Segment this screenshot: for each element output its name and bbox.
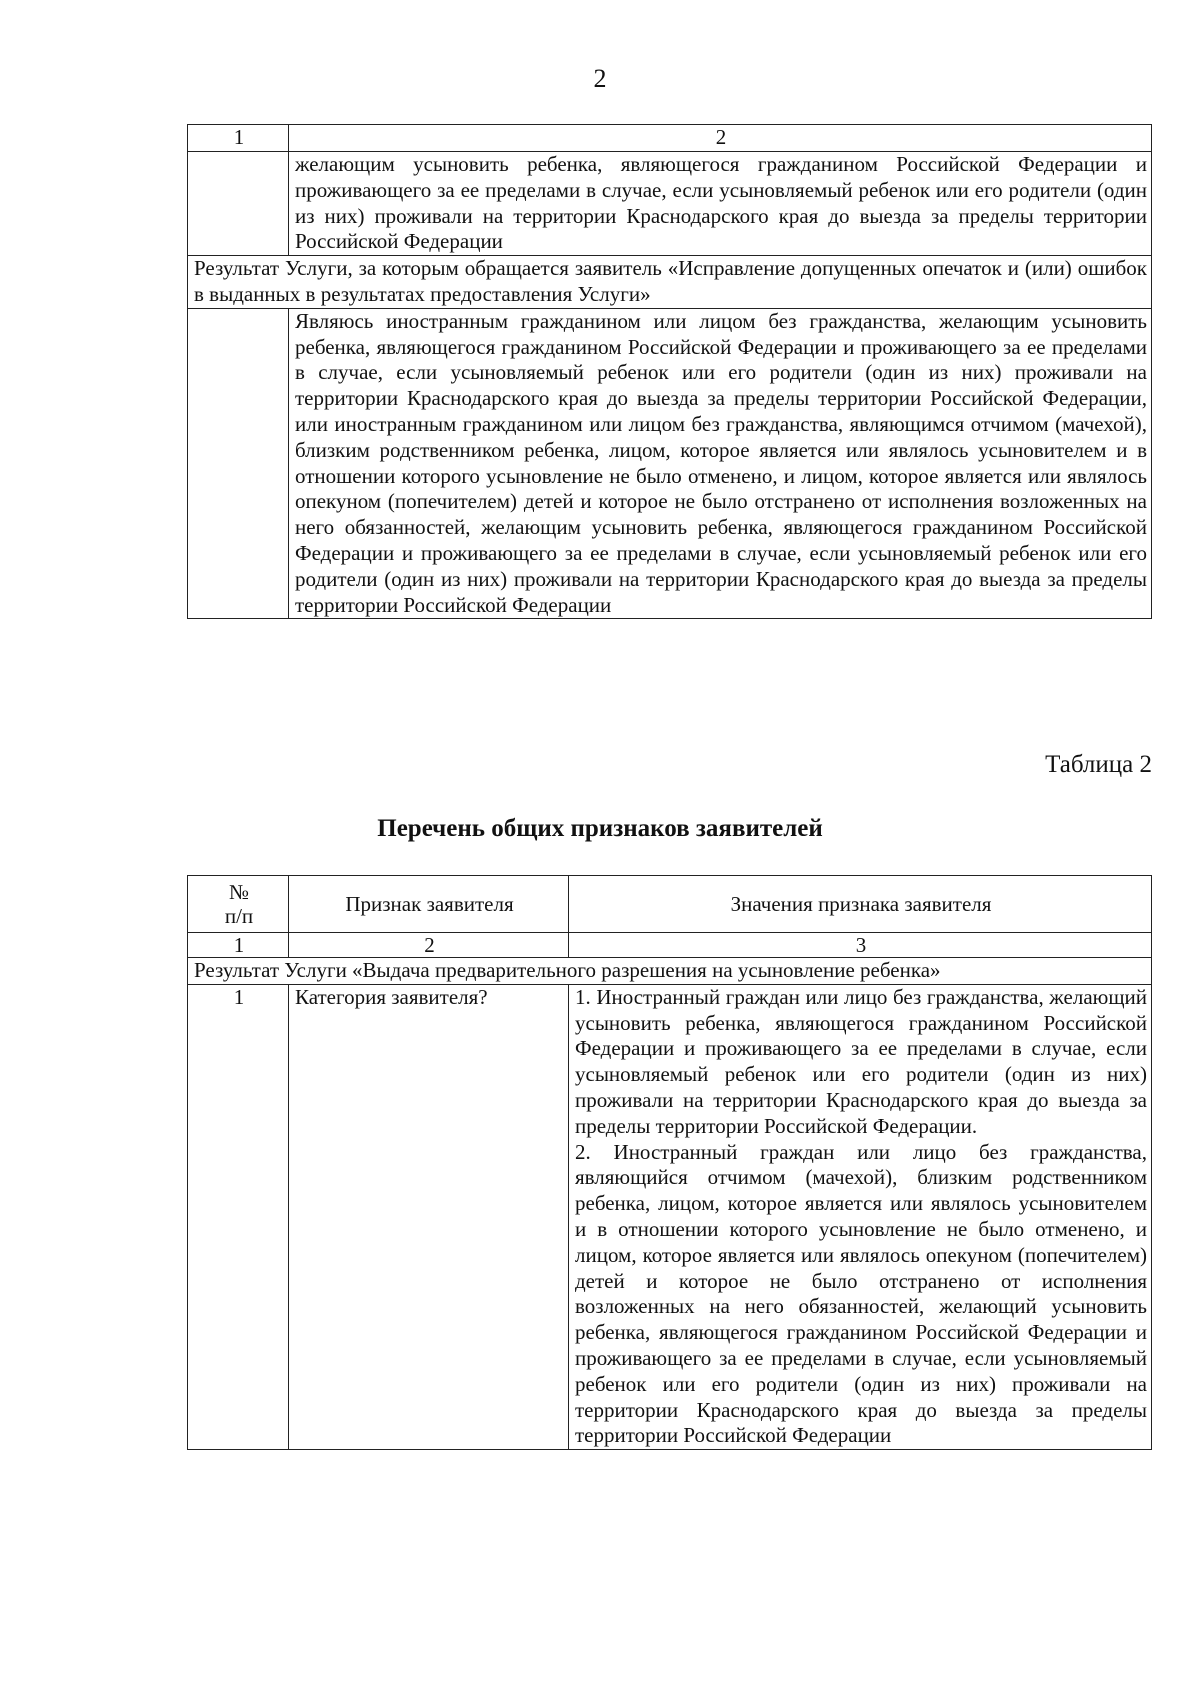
table-header-row — [188, 876, 1152, 933]
column-number-1: 1 — [188, 933, 289, 958]
empty-cell — [188, 152, 289, 256]
header-number-abbr: п/п — [224, 904, 254, 928]
table-header-row — [188, 125, 1152, 152]
column-numbers-row — [188, 933, 1152, 958]
applicant-results-table — [187, 124, 1152, 619]
table-title: Перечень общих признаков заявителей — [377, 815, 823, 842]
column-number-2: 2 — [289, 125, 1152, 152]
header-number-cell — [188, 876, 289, 933]
column-number-1: 1 — [188, 125, 289, 152]
empty-cell — [188, 308, 289, 619]
table-row — [188, 984, 1152, 1449]
header-values-cell: Значения признака заявителя — [569, 876, 1152, 933]
continuation-cell: желающим усыновить ребенка, являющегося гражданином Российской Федерации и проживающего за ее пределами в случае, если усыновляемый ребенок или его родители (один из них) проживали на территории Краснодарского края до выезда за пределы территории Российской Федерации — [289, 152, 1152, 256]
value-item-1: 1. Иностранный граждан или лицо без гражданства, желающий усыновить ребенка, являющегося гражданином Российской Федерации и проживающего за ее пределами в случае, если усыновляемый ребенок или его родители (один из них) проживали на территории Краснодарского края до выезда за пределы территории Российской Федерации. — [575, 984, 1147, 1138]
section-row — [188, 256, 1152, 309]
attribute-cell: Категория заявителя? — [289, 984, 569, 1449]
table-caption: Таблица 2 — [1045, 751, 1152, 778]
column-number-2: 2 — [289, 933, 569, 958]
section-heading-cell: Результат Услуги, за которым обращается заявитель «Исправление допущенных опечаток и (или) ошибок в выданных в результатах предоставления Услуги» — [188, 256, 1152, 309]
header-number-symbol: № — [228, 880, 250, 904]
section-row — [188, 958, 1152, 985]
value-item-2: 2. Иностранный граждан или лицо без гражданства, являющийся отчимом (мачехой), близким родственником ребенка, лицом, которое является или являлось усыновителем и в отношении которого усыновление не было отменено, и лицом, которое является или являлось опекуном (попечителем) детей и которое не было отстранено от исполнения возложенных на него обязанностей, желающий усыновить ребенка, являющегося гражданином Российской Федерации и проживающего за ее пределами в случае, если усыновляемый ребенок или его родители (один из них) проживали на территории Краснодарского края до выезда за пределы территории Российской Федерации — [575, 1139, 1147, 1448]
section-heading-cell: Результат Услуги «Выдача предварительного разрешения на усыновление ребенка» — [188, 958, 1152, 985]
table-row — [188, 308, 1152, 619]
table-row — [188, 152, 1152, 256]
column-number-3: 3 — [569, 933, 1152, 958]
applicant-attributes-table — [187, 875, 1152, 1450]
row-number-cell: 1 — [188, 984, 289, 1449]
page-number: 2 — [593, 64, 607, 93]
header-attribute-cell: Признак заявителя — [289, 876, 569, 933]
values-cell — [569, 984, 1152, 1449]
applicant-description-cell: Являюсь иностранным гражданином или лицом без гражданства, желающим усыновить ребенка, являющегося гражданином Российской Федерации и проживающего за ее пределами в случае, если усыновляемый ребенок или его родители (один из них) проживали на территории Краснодарского края до выезда за пределы территории Российской Федерации, или иностранным гражданином или лицом без гражданства, являющимся отчимом (мачехой), близким родственником ребенка, лицом, которое является или являлось усыновителем и в отношении которого усыновление не было отменено, и лицом, которое является или являлось опекуном (попечителем) детей и которое не было отстранено от исполнения возложенных на него обязанностей, желающим усыновить ребенка, являющегося гражданином Российской Федерации и проживающего за ее пределами в случае, если усыновляемый ребенок или его родители (один из них) проживали на территории Краснодарского края до выезда за пределы территории Российской Федерации — [289, 308, 1152, 619]
